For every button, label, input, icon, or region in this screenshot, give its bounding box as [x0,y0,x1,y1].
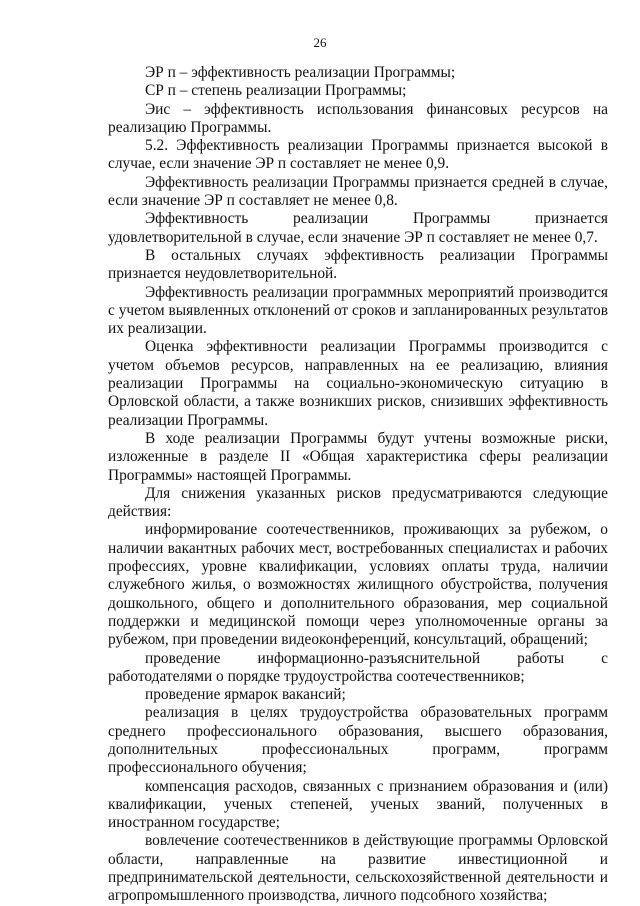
paragraph: Для снижения указанных рисков предусматриваются следующие действия: [108,484,608,521]
paragraph: 5.2. Эффективность реализации Программы признается высокой в случае, если значение ЭР п составляет не менее 0,9. [108,137,608,173]
paragraph: Эффективность реализации Программы признается удовлетворительной в случае, если значение ЭР п составляет не менее 0,7. [108,210,608,246]
paragraph: Оценка эффективности реализации Программы производится с учетом объемов ресурсов, направленных на ее реализацию, влияния реализации Программы на социально-экономическую ситуацию в Орловской области, а также возникших рисков, снизивших эффективность реализации Программы. [108,338,608,429]
paragraph: Эффективность реализации Программы признается средней в случае, если значение ЭР п составляет не менее 0,8. [108,173,608,210]
paragraph: проведение информационно-разъяснительной работы с работодателями о порядке трудоустройства соотечественников; [108,649,608,685]
paragraph: информирование соотечественников, проживающих за рубежом, о наличии вакантных рабочих мест, востребованных специалистах и рабочих профессиях, уровне квалификации, условиях оплаты труда, наличии служебного жилья, о возможностях жилищного обустройства, получения дошкольного, общего и дополнительного образования, мер социальной поддержки и медицинской помощи через уполномоченные органы за рубежом, при проведении видеоконференций, консультаций, обращений; [108,521,608,649]
paragraph: реализация в целях трудоустройства образовательных программ среднего профессионального образования, высшего образования, дополнительных профессиональных программ, программ профессионального обучения; [108,704,608,777]
paragraph: проведение ярмарок вакансий; [145,686,346,704]
page-number: 26 [313,35,327,50]
paragraph: СР п – степень реализации Программы; [145,82,407,100]
paragraph: вовлечение соотечественников в действующие программы Орловской области, направленные на развитие инвестиционной и предпринимательской деятельности, сельскохозяйственной деятельности и агропромышленного производства, личного подсобного хозяйства; [108,832,608,905]
paragraph: В ходе реализации Программы будут учтены возможные риски, изложенные в разделе II «Общая характеристика сферы реализации Программы» настоящей Программы. [108,429,608,484]
paragraph: компенсация расходов, связанных с признанием образования и (или) квалификации, ученых степеней, ученых званий, полученных в иностранном государстве; [108,777,608,832]
paragraph: ЭР п – эффективность реализации Программы; [145,64,456,81]
paragraph: Эис – эффективность использования финансовых ресурсов на реализацию Программы. [108,100,608,136]
paragraph: Эффективность реализации программных мероприятий производится с учетом выявленных отклонений от сроков и запланированных результатов их реализации. [108,283,608,338]
paragraph: В остальных случаях эффективность реализации Программы признается неудовлетворительной. [108,246,608,283]
document-body [108,64,608,906]
